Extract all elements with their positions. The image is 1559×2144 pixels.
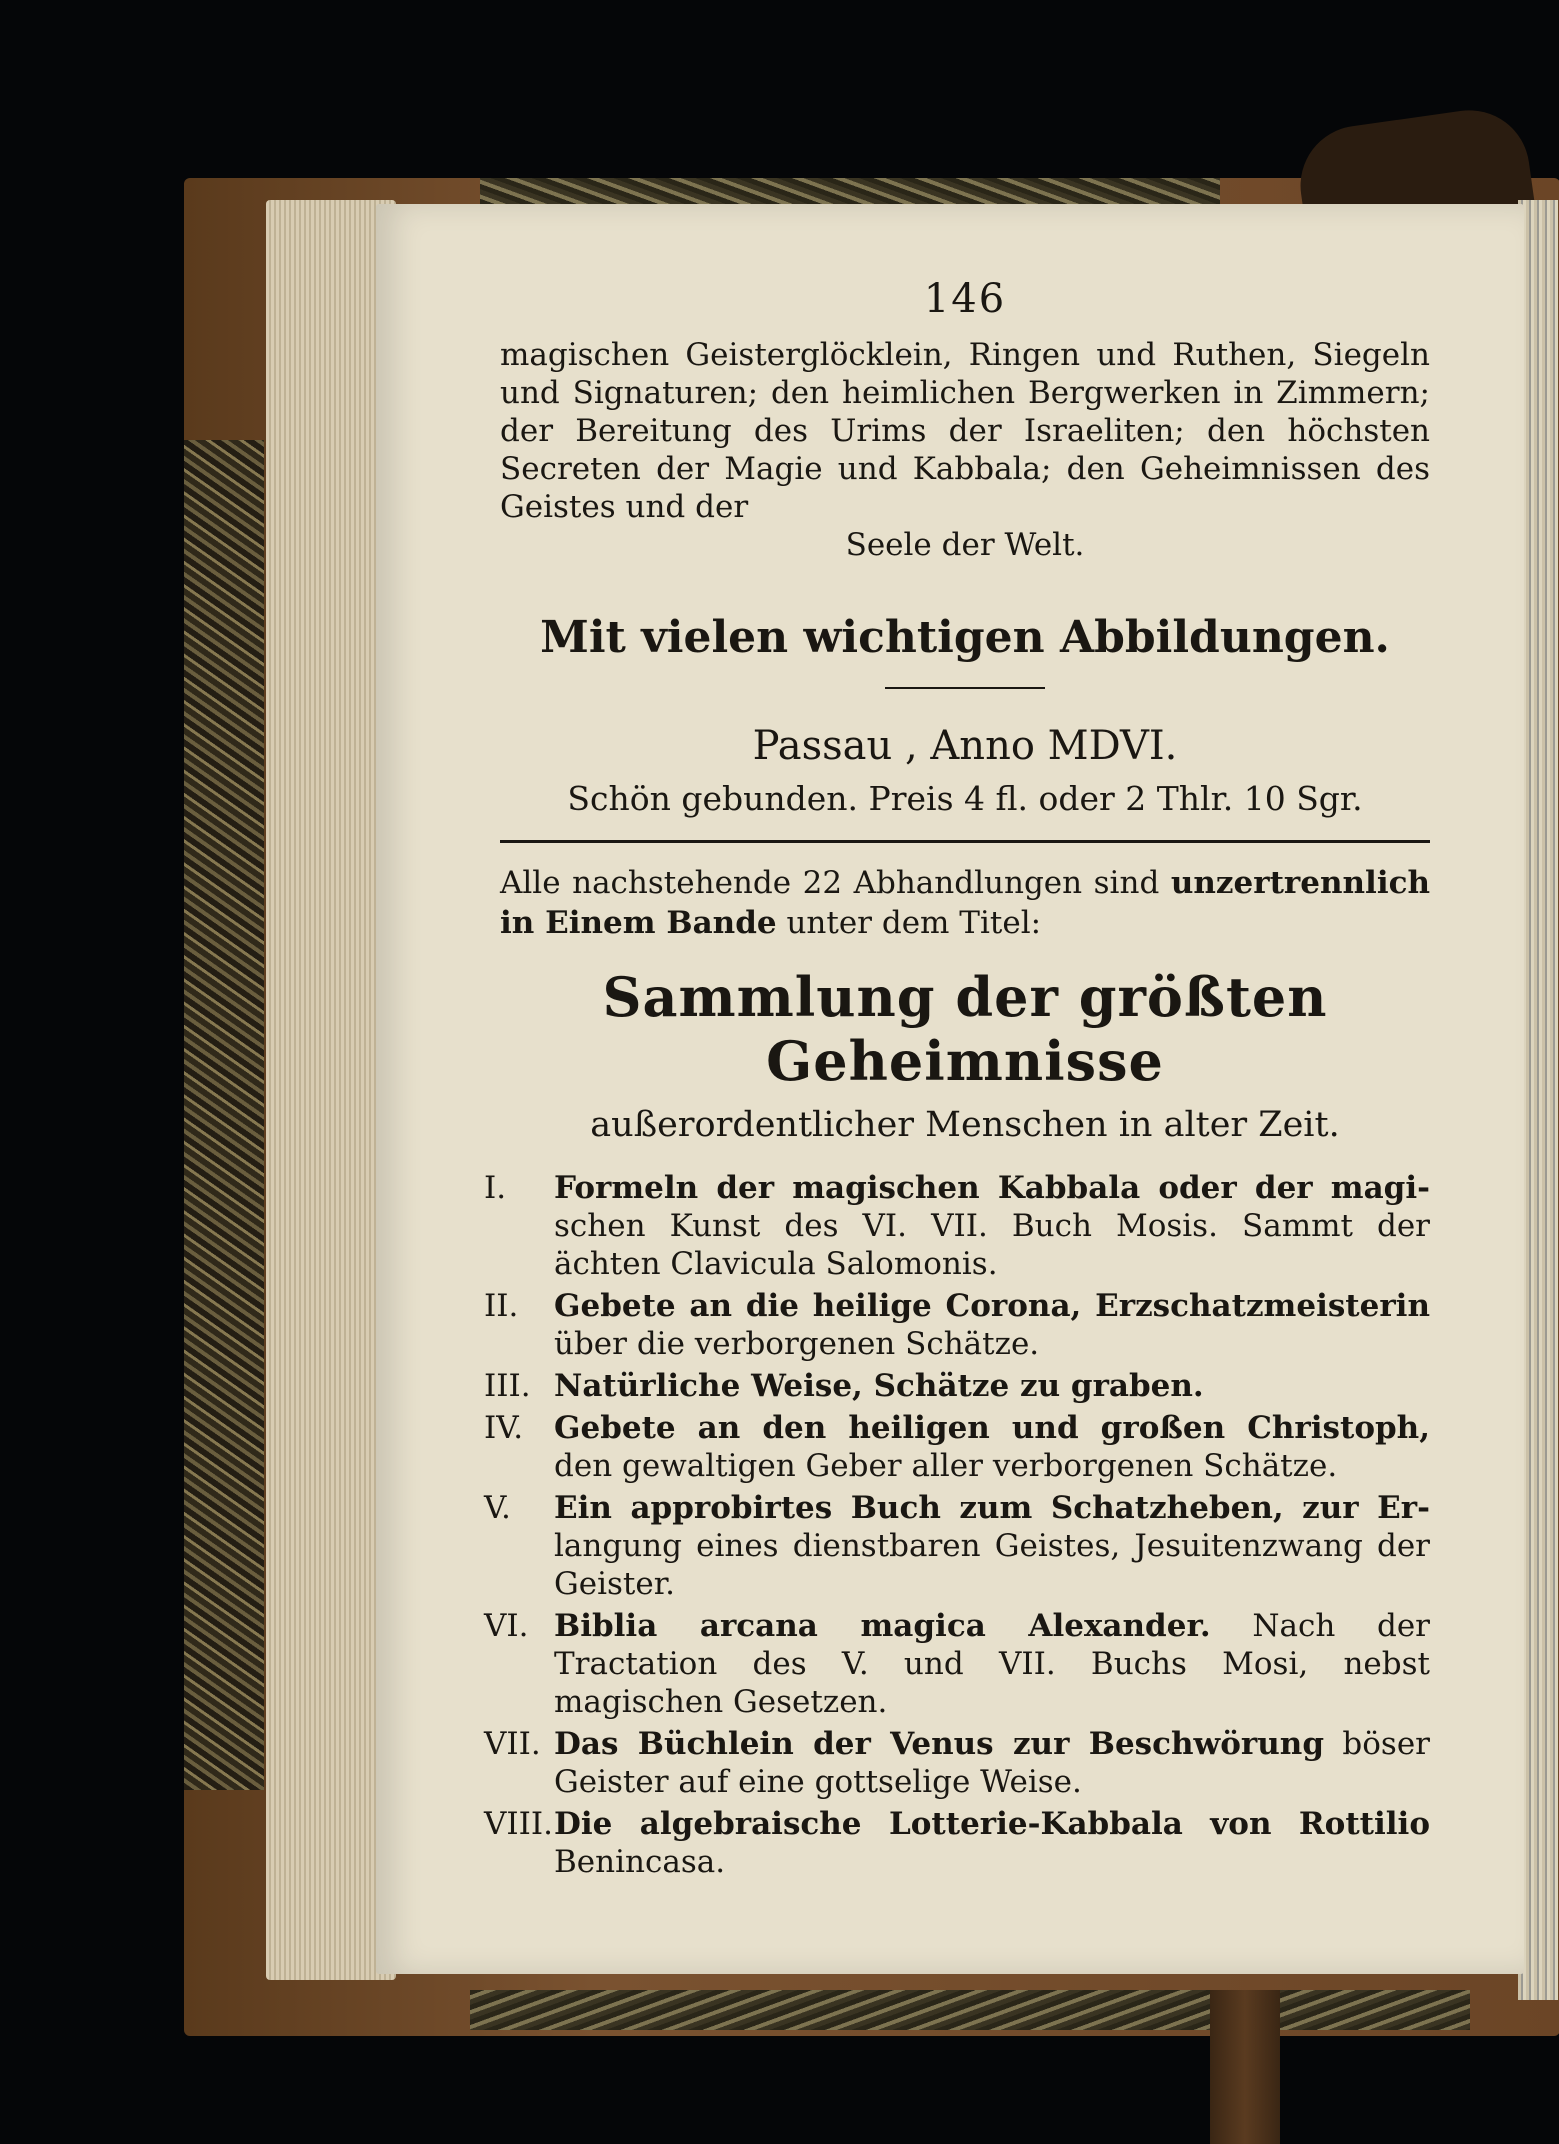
list-item [484, 1409, 1430, 1485]
collection-title: Sammlung der größten Geheimnisse [602, 965, 1328, 1093]
item-rest: böser Geister auf eine gottselige Weise. [554, 1726, 1430, 1800]
item-rest: Nach der Tractation des V. und VII. Buchs Mosi, nebst magischen Gesetzen. [554, 1608, 1431, 1720]
item-title: Natürliche Weise, Schätze zu graben. [554, 1368, 1204, 1404]
intro-after: unter dem Titel: [786, 905, 1042, 941]
page-content [484, 276, 1431, 1885]
item-text [554, 1489, 1430, 1603]
treatise-list [484, 1169, 1431, 1881]
item-text [554, 1409, 1430, 1485]
list-item [484, 1169, 1430, 1283]
illustrations-note: Mit vielen wichtigen Abbildungen. [540, 612, 1390, 663]
long-divider [500, 840, 1430, 843]
item-text [554, 1607, 1430, 1721]
item-title: Ein approbirtes Buch zum Schatzheben, zur Er- [554, 1490, 1430, 1526]
item-number: VI. [484, 1608, 529, 1644]
item-text [554, 1287, 1430, 1363]
page-number: 146 [923, 276, 1007, 322]
item-number: VII. [484, 1726, 541, 1762]
item-text [554, 1169, 1430, 1283]
item-title: Formeln der magischen Kabbala oder der magi- [554, 1170, 1430, 1206]
list-item [484, 1287, 1430, 1363]
list-item [484, 1367, 1430, 1405]
item-number: IV. [484, 1410, 524, 1446]
opening-paragraph-last-line: Seele der Welt. [845, 527, 1085, 563]
item-number: III. [484, 1368, 531, 1404]
item-rest: den gewaltigen Geber aller verborgenen Schätze. [554, 1448, 1338, 1484]
marbled-cover-strip [184, 440, 264, 1790]
item-text [554, 1725, 1430, 1801]
item-rest: langung eines dienstbaren Geistes, Jesuitenzwang der Geister. [554, 1528, 1430, 1602]
item-title: Gebete an die heilige Corona, Erzschatzmeisterin [554, 1288, 1430, 1324]
marbled-cover-bottom [470, 1990, 1470, 2030]
bookmark-ribbon-bottom [1210, 1990, 1280, 2144]
item-rest: Benincasa. [554, 1844, 726, 1880]
item-title: Biblia arcana magica Alexander. [554, 1608, 1211, 1644]
item-rest: über die verborgenen Schätze. [554, 1326, 1040, 1362]
opening-paragraph: magischen Geisterglöcklein, Ringen und Ruthen, Siegeln und Signaturen; den heimlichen Bergwerken in Zimmern; der Bereitung des Urims der Israeliten; den höchsten Secreten der Magie und Kabbala; den Geheimnissen des Geistes und der [500, 337, 1430, 525]
marbled-cover-top [480, 178, 1220, 204]
collection-subtitle: außerordentlicher Menschen in alter Zeit. [590, 1105, 1340, 1145]
item-title: Das Büchlein der Venus zur Beschwörung [554, 1726, 1324, 1762]
collection-intro [500, 863, 1430, 943]
item-number: VIII. [484, 1806, 553, 1842]
list-item [484, 1725, 1430, 1801]
item-title: Die algebraische Lotterie-Kabbala von Rottilio [554, 1806, 1430, 1842]
page-edges-right [1518, 200, 1558, 2000]
short-divider [885, 687, 1045, 689]
item-number: V. [484, 1490, 511, 1526]
intro-before: Alle nachstehende 22 Abhandlungen sind [500, 865, 1160, 901]
list-item [484, 1489, 1430, 1603]
price-line: Schön gebunden. Preis 4 fl. oder 2 Thlr. 10 Sgr. [567, 779, 1363, 818]
item-rest: schen Kunst des VI. VII. Buch Mosis. Sammt der ächten Clavicula Salomonis. [554, 1208, 1430, 1282]
list-item [484, 1805, 1430, 1881]
list-item [484, 1607, 1431, 1721]
item-text [554, 1367, 1430, 1405]
item-text [554, 1805, 1430, 1881]
imprint-place: Passau , Anno MDVI. [752, 723, 1178, 769]
item-number: I. [484, 1170, 507, 1206]
intro-bold: unzertrennlich in Einem Bande [500, 865, 1431, 941]
item-title: Gebete an den heiligen und großen Christoph, [554, 1410, 1430, 1446]
item-number: II. [484, 1288, 519, 1324]
